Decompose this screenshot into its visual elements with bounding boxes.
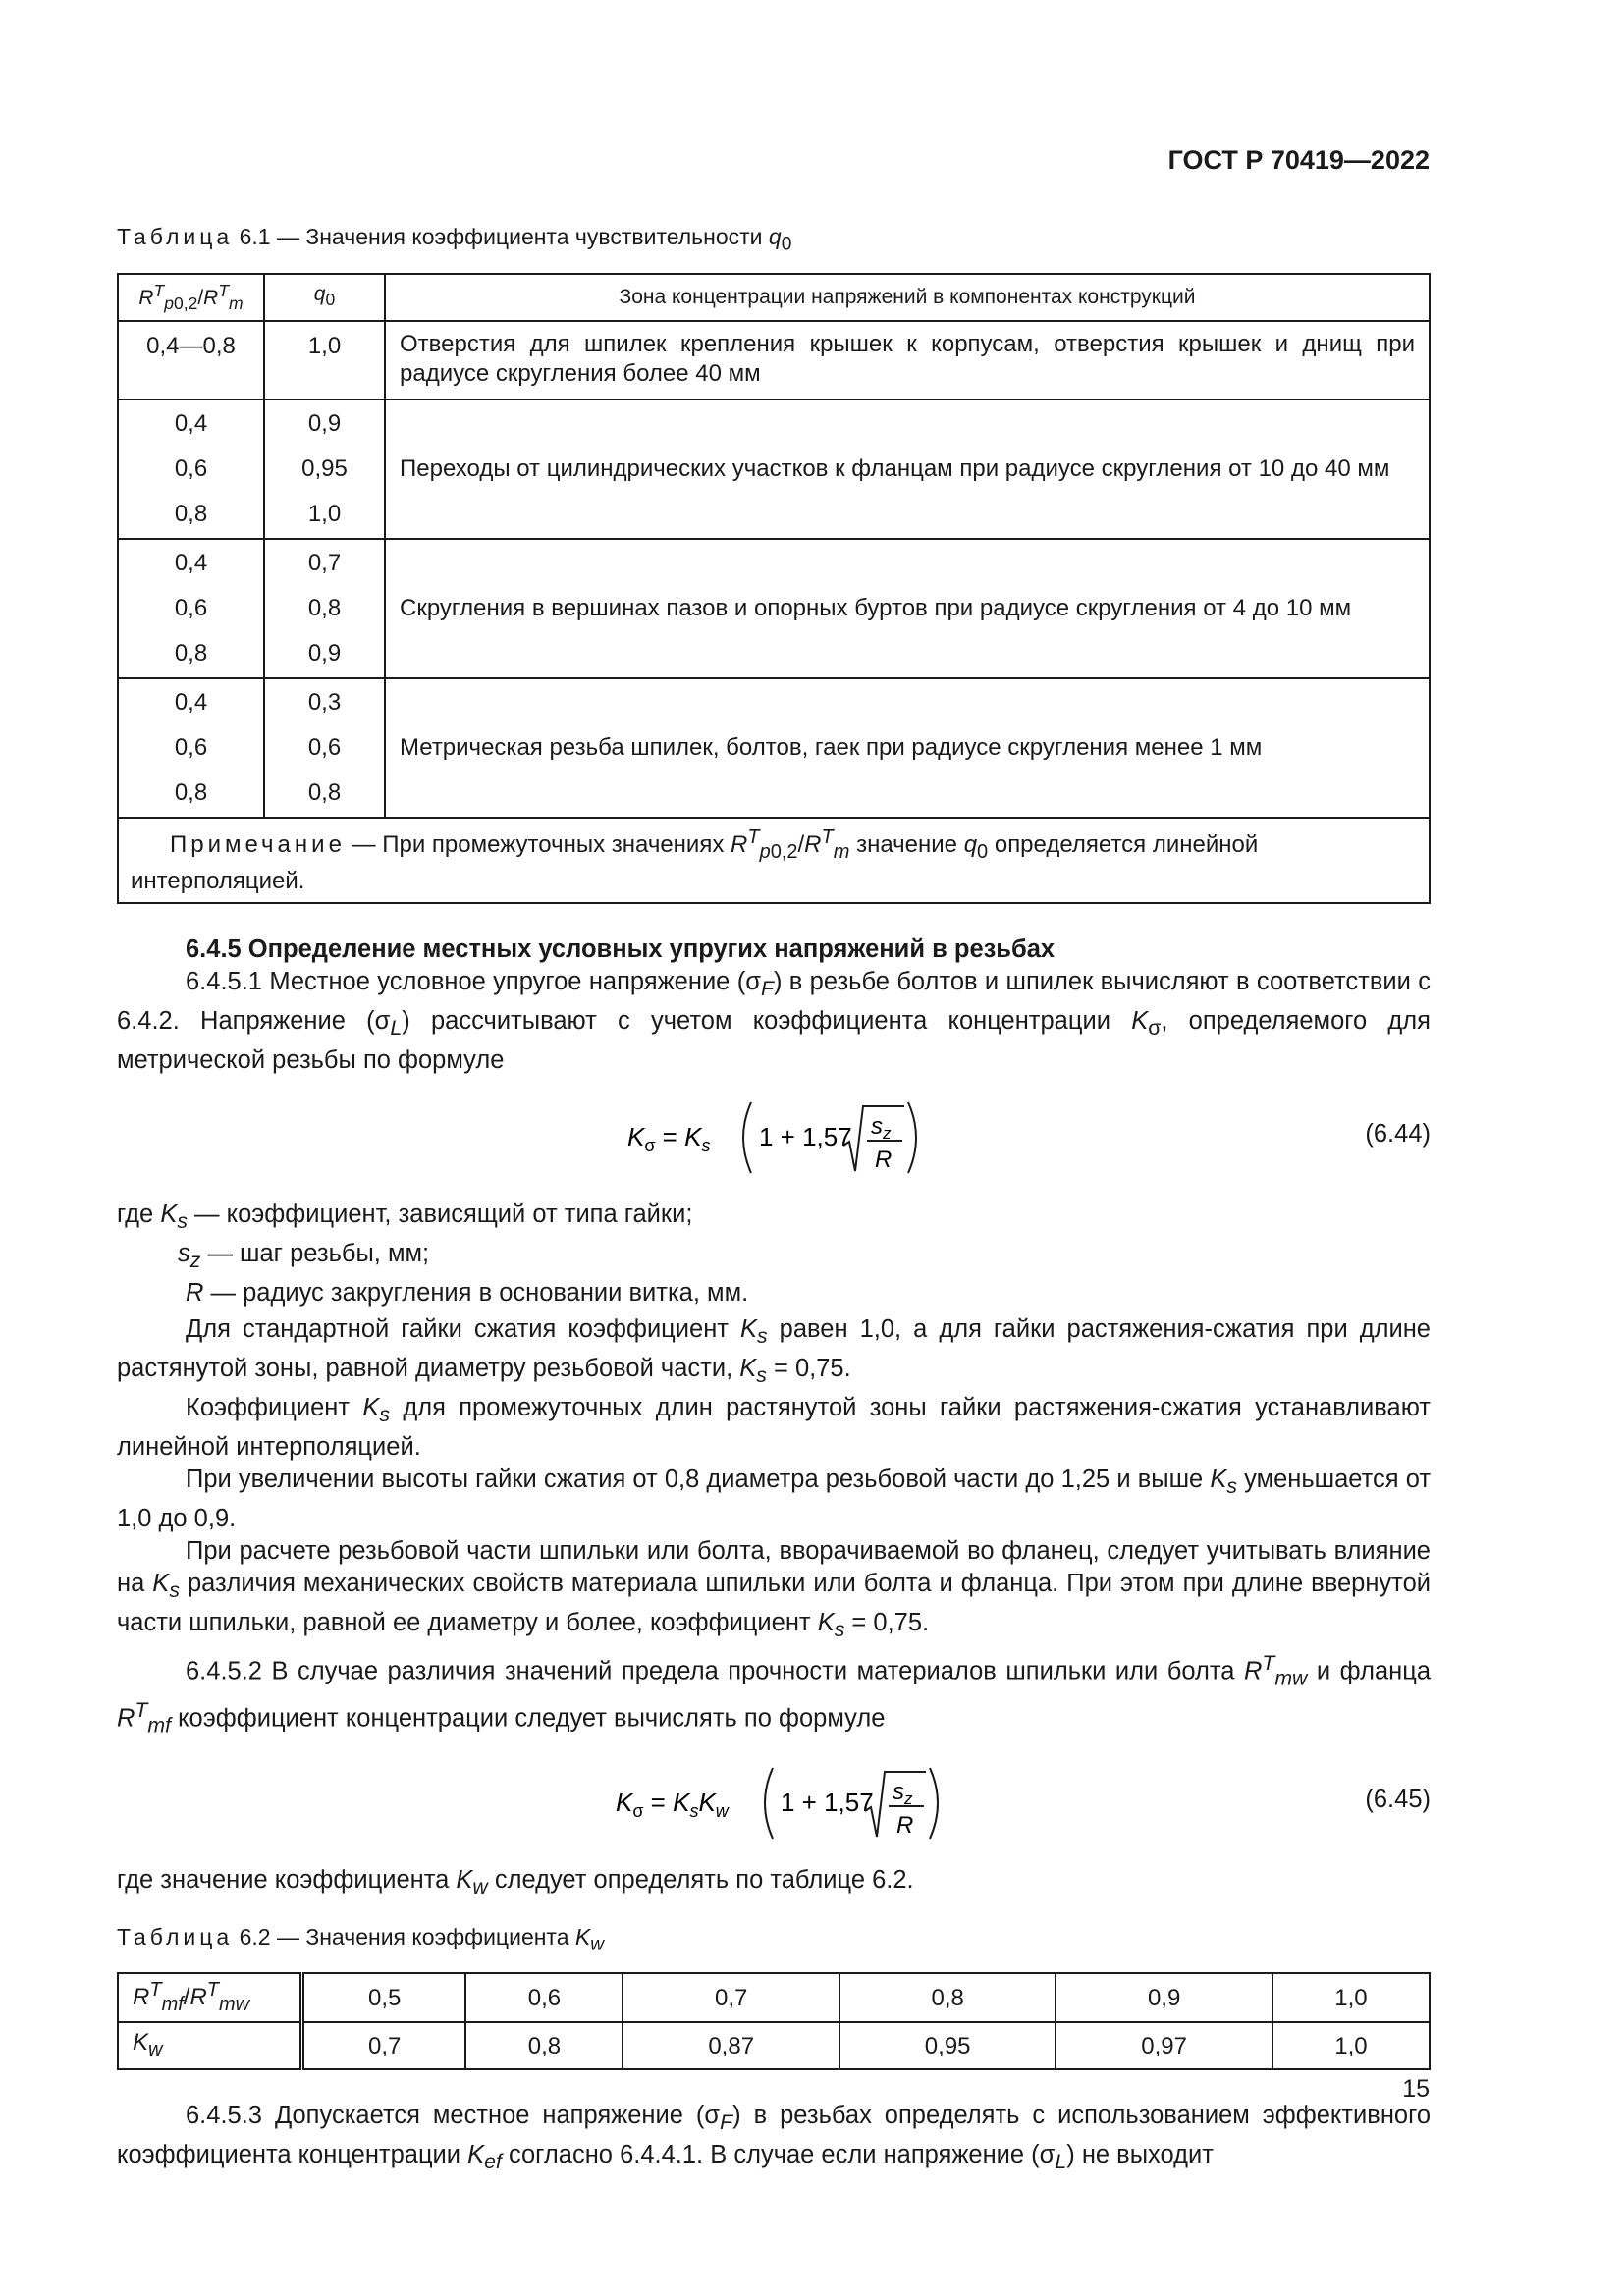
table1-cell-q: 0,7 0,8 0,9	[264, 539, 385, 678]
svg-text:sz: $s_z$	[871, 1112, 892, 1143]
table1-cell-zone: Скругления в вершинах пазов и опорных буртов при радиусе скругления от 4 до 10 мм	[385, 539, 1430, 678]
formula-6-44	[117, 1089, 1431, 1187]
table-row	[118, 678, 1430, 818]
table2-cell: 0,87	[623, 2022, 839, 2069]
paragraph-interpolation: Коэффициент $K_s$ для промежуточных длин растянутой зоны гайки растяжения-сжатия устанавливают линейной интерполяцией.	[117, 1394, 1431, 1462]
table2-cell: 0,8	[839, 1973, 1056, 2022]
table2-caption-text: 6.2 — Значения коэффициента	[239, 1923, 575, 1949]
table1-caption-word: Таблица	[117, 224, 234, 249]
paragraph-6-4-5-1: 6.4.5.1 Местное условное упругое напряжение $(\sigma_F)$ в резьбе болтов и шпилек вычисляют в соответствии с 6.4.2. Напряжение $(\sigma_L)$ рассчитывают с учетом коэффициента концентрации $K_\sigma$, определяемого для метрической резьбы по формуле	[117, 967, 1431, 1074]
table-row	[118, 539, 1430, 678]
formula-6-45-number: (6.45)	[1365, 1785, 1431, 1813]
formula-6-45-expression	[616, 1754, 949, 1852]
table1-head-q0: $q_0$	[264, 274, 385, 321]
formula-6-44-expression	[627, 1089, 922, 1187]
table2-cell: 0,97	[1056, 2022, 1272, 2069]
formula-6-45	[117, 1754, 1431, 1852]
table1-caption-symbol: q	[768, 224, 782, 249]
table2-cell: 1,0	[1272, 2022, 1430, 2069]
table-row	[118, 321, 1430, 400]
table2-cell: 0,7	[302, 2022, 466, 2069]
paragraph-table-ref: где значение коэффициента $K_w$ следует определять по таблице 6.2.	[117, 1865, 914, 1898]
page-number: 15	[1402, 2075, 1430, 2103]
table1-cell-q: 0,9 0,95 1,0	[264, 400, 385, 539]
legend-ks: где $K_s$ — коэффициент, зависящий от типа гайки;	[117, 1200, 693, 1233]
table-row	[118, 2022, 1430, 2069]
table1-caption-sub: 0	[781, 234, 792, 255]
paragraph-6-4-5-2: 6.4.5.2 В случае различия значений предела прочности материалов шпильки или болта $R^T_{mw}$ и фланца $R^T_{mf}$ коэффициент концентрации следует вычислять по формуле	[117, 1650, 1431, 1737]
paragraph-6-4-5-3: 6.4.5.3 Допускается местное напряжение $(\sigma_F)$ в резьбах определять с использованием эффективного коэффициента концентрации $K_{ef}$ согласно 6.4.4.1. В случае если напряжение $(\sigma_L)$ не выходит	[117, 2102, 1432, 2174]
table1-cell-ratio: 0,4—0,8	[118, 321, 264, 400]
table2-cell: 0,5	[302, 1973, 466, 2022]
table2-cell: 0,8	[465, 2022, 623, 2069]
table2-caption-word: Таблица	[117, 1923, 234, 1949]
table2-cell: 1,0	[1272, 1973, 1430, 2022]
table2-cell: 0,9	[1056, 1973, 1272, 2022]
paragraph-flange: При расчете резьбовой части шпильки или болта, вворачиваемой во фланец, следует учитывать влияние на $K_s$ различия механических свойств материала шпильки или болта и фланца. При этом при длине ввернутой части шпильки, равной ее диаметру и более, коэффициент $K_s = 0,75$.	[117, 1537, 1431, 1642]
table-6-2	[117, 1972, 1431, 2070]
table1-caption-text: 6.1 — Значения коэффициента чувствительности	[239, 224, 763, 249]
svg-text:R: R	[875, 1146, 893, 1173]
page-content	[117, 221, 1431, 2178]
table2-head-ratio: $R^T_{mf}/R^T_{mw}$	[118, 1973, 302, 2022]
svg-text:1 + 1,57: 1 + 1,57	[759, 1121, 852, 1151]
svg-text:Kσ = KsKw: $K_\sigma = K_sK_w$	[616, 1787, 729, 1821]
table1-cell-ratio: 0,4 0,6 0,8	[118, 400, 264, 539]
table2-cell: 0,6	[465, 1973, 623, 2022]
table1-head-zone: Зона концентрации напряжений в компонентах конструкций	[385, 274, 1430, 321]
table1-cell-ratio: 0,4 0,6 0,8	[118, 678, 264, 818]
section-heading: 6.4.5 Определение местных условных упругих напряжений в резьбах	[186, 934, 1056, 963]
table1-cell-zone: Отверстия для шпилек крепления крышек к корпусам, отверстия крышек и днищ при радиусе скругления более 40 мм	[385, 321, 1430, 400]
table2-cell: 0,7	[623, 1973, 839, 2022]
svg-text:Kσ = Ks: $K_\sigma = K_s$	[627, 1121, 711, 1155]
table-row	[118, 400, 1430, 539]
formula-legend	[117, 1199, 1431, 1309]
table1-cell-q: 1,0	[264, 321, 385, 400]
formula-6-44-number: (6.44)	[1365, 1119, 1431, 1148]
table2-head-kw: $K_w$	[118, 2022, 302, 2069]
svg-text:sz: $s_z$	[893, 1778, 913, 1808]
table2-caption: Таблица 6.2 — Значения коэффициента $K_w$	[117, 1923, 605, 1955]
legend-r: R — радиус закругления в основании витка, мм.	[186, 1278, 749, 1307]
table1-cell-ratio: 0,4 0,6 0,8	[118, 539, 264, 678]
svg-text:R: R	[896, 1811, 914, 1839]
paragraph-height: При увеличении высоты гайки сжатия от 0,8 диаметра резьбовой части до 1,25 и выше $K_s$ уменьшается от 1,0 до 0,9.	[117, 1466, 1431, 1533]
table1-head-ratio: $R^T_{p0,2}/R^T_m$	[118, 274, 264, 321]
table1-cell-zone: Переходы от цилиндрических участков к фланцам при радиусе скругления от 10 до 40 мм	[385, 400, 1430, 539]
table1-note: Примечание — При промежуточных значениях $R^T_{p0,2}/R^T_m$ значение $q_0$ определяется линейной интерполяцией.	[118, 818, 1430, 903]
table2-cell: 0,95	[839, 2022, 1056, 2069]
table-6-1	[117, 273, 1431, 904]
document-code: ГОСТ Р 70419—2022	[1167, 145, 1430, 175]
table-row	[118, 1973, 1430, 2022]
paragraph-nut: Для стандартной гайки сжатия коэффициент $K_s$ равен 1,0, а для гайки растяжения-сжатия при длине растянутой зоны, равной диаметру резьбовой части, $K_s = 0,75$.	[117, 1314, 1431, 1388]
svg-text:1 + 1,57: 1 + 1,57	[781, 1787, 874, 1817]
table1-cell-zone: Метрическая резьба шпилек, болтов, гаек при радиусе скругления менее 1 мм	[385, 678, 1430, 818]
table1-cell-q: 0,3 0,6 0,8	[264, 678, 385, 818]
legend-sz: $s_z$ — шаг резьбы, мм;	[178, 1239, 430, 1272]
table1-header-row	[118, 274, 1430, 321]
table1-caption	[117, 221, 1431, 261]
table1-note-row	[118, 818, 1430, 903]
